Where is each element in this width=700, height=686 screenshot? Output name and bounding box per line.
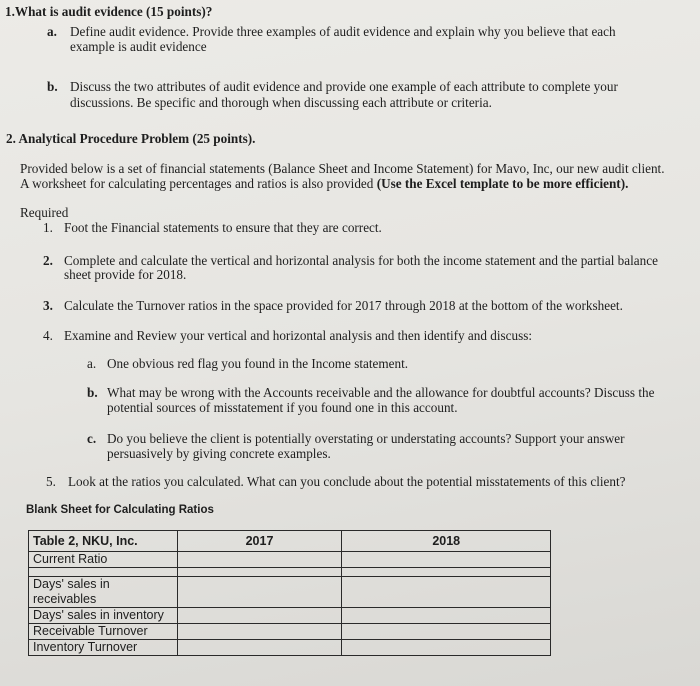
table-row [29,624,551,640]
item-5-number: 5. [46,474,56,489]
item-4-number: 4. [43,328,53,343]
row-label-days-sales-receivables: Days' sales in receivables [29,577,178,608]
q1-title: 1.What is audit evidence (15 points)? [5,4,213,19]
subitem-a-marker: a. [87,356,97,371]
header-2018: 2018 [342,531,551,552]
q1-b-line2: discussions. Be specific and thorough when discussing each attribute or criteria. [70,95,492,110]
table-row [29,608,551,624]
q1-a-marker: a. [47,24,57,39]
cell-days-inventory-2018[interactable] [342,608,551,624]
table-row-spacer [29,568,551,577]
required-heading: Required [20,205,69,220]
ratio-sheet-title: Blank Sheet for Calculating Ratios [26,504,214,516]
row-label-current-ratio: Current Ratio [29,552,178,568]
subitem-b-marker: b. [87,385,98,400]
q2-title: 2. Analytical Procedure Problem (25 points). [6,131,256,146]
cell-days-inventory-2017[interactable] [177,608,342,624]
ratio-table-header [29,531,551,552]
subitem-c-line1: Do you believe the client is potentially overstating or understating accounts? Support your answer [107,431,625,446]
table-row [29,640,551,656]
row-label-receivable-turnover: Receivable Turnover [29,624,178,640]
q1-b-line1: Discuss the two attributes of audit evidence and provide one example of each attribute to complete your [70,79,618,94]
q2-intro-plain: A worksheet for calculating percentages and ratios is also provided [20,176,377,191]
cell-current-ratio-2018[interactable] [342,552,551,568]
q1-a-line2: example is audit evidence [70,39,207,54]
subitem-c-marker: c. [87,431,97,446]
cell-inventory-turnover-2018[interactable] [342,640,551,656]
cell-current-ratio-2017[interactable] [177,552,342,568]
item-3-text: Calculate the Turnover ratios in the space provided for 2017 through 2018 at the bottom of the worksheet. [64,298,623,313]
subitem-a-text: One obvious red flag you found in the Income statement. [107,356,409,371]
header-2017: 2017 [177,531,342,552]
item-2-text-line2: sheet provide for 2018. [64,267,187,282]
item-1-text: Foot the Financial statements to ensure that they are correct. [64,220,382,235]
subitem-c-line2: persuasively by giving concrete examples. [107,446,331,461]
subitem-b-line1: What may be wrong with the Accounts receivable and the allowance for doubtful accounts? Discuss the [107,385,655,400]
ratio-table [28,530,551,656]
item-1-number: 1. [43,220,53,235]
table-row [29,552,551,568]
row-label-inventory-turnover: Inventory Turnover [29,640,178,656]
table-row [29,577,551,608]
cell-receivable-turnover-2018[interactable] [342,624,551,640]
item-2-number: 2. [43,253,53,268]
header-table-name: Table 2, NKU, Inc. [29,531,178,552]
q1-b-marker: b. [47,79,58,94]
cell-days-receivables-2018[interactable] [342,577,551,608]
cell-receivable-turnover-2017[interactable] [177,624,342,640]
item-5-text: Look at the ratios you calculated. What can you conclude about the potential misstatements of this client? [68,474,626,489]
row-label-days-sales-inventory: Days' sales in inventory [29,608,178,624]
q2-intro-bold: (Use the Excel template to be more efficient). [376,176,629,191]
q1-a-line1: Define audit evidence. Provide three examples of audit evidence and explain why you believe that each [70,24,616,39]
cell-inventory-turnover-2017[interactable] [177,640,342,656]
q2-intro-line2 [20,176,628,191]
cell-days-receivables-2017[interactable] [177,577,342,608]
item-2-text-line1: Complete and calculate the vertical and horizontal analysis for both the income statement and the partial balance [64,253,658,268]
q2-intro-line1: Provided below is a set of financial statements (Balance Sheet and Income Statement) for Mavo, Inc, our new audit client. [20,161,665,176]
subitem-b-line2: potential sources of misstatement if you found one in this account. [107,400,458,415]
item-4-text: Examine and Review your vertical and horizontal analysis and then identify and discuss: [64,328,533,343]
item-3-number: 3. [43,298,53,313]
